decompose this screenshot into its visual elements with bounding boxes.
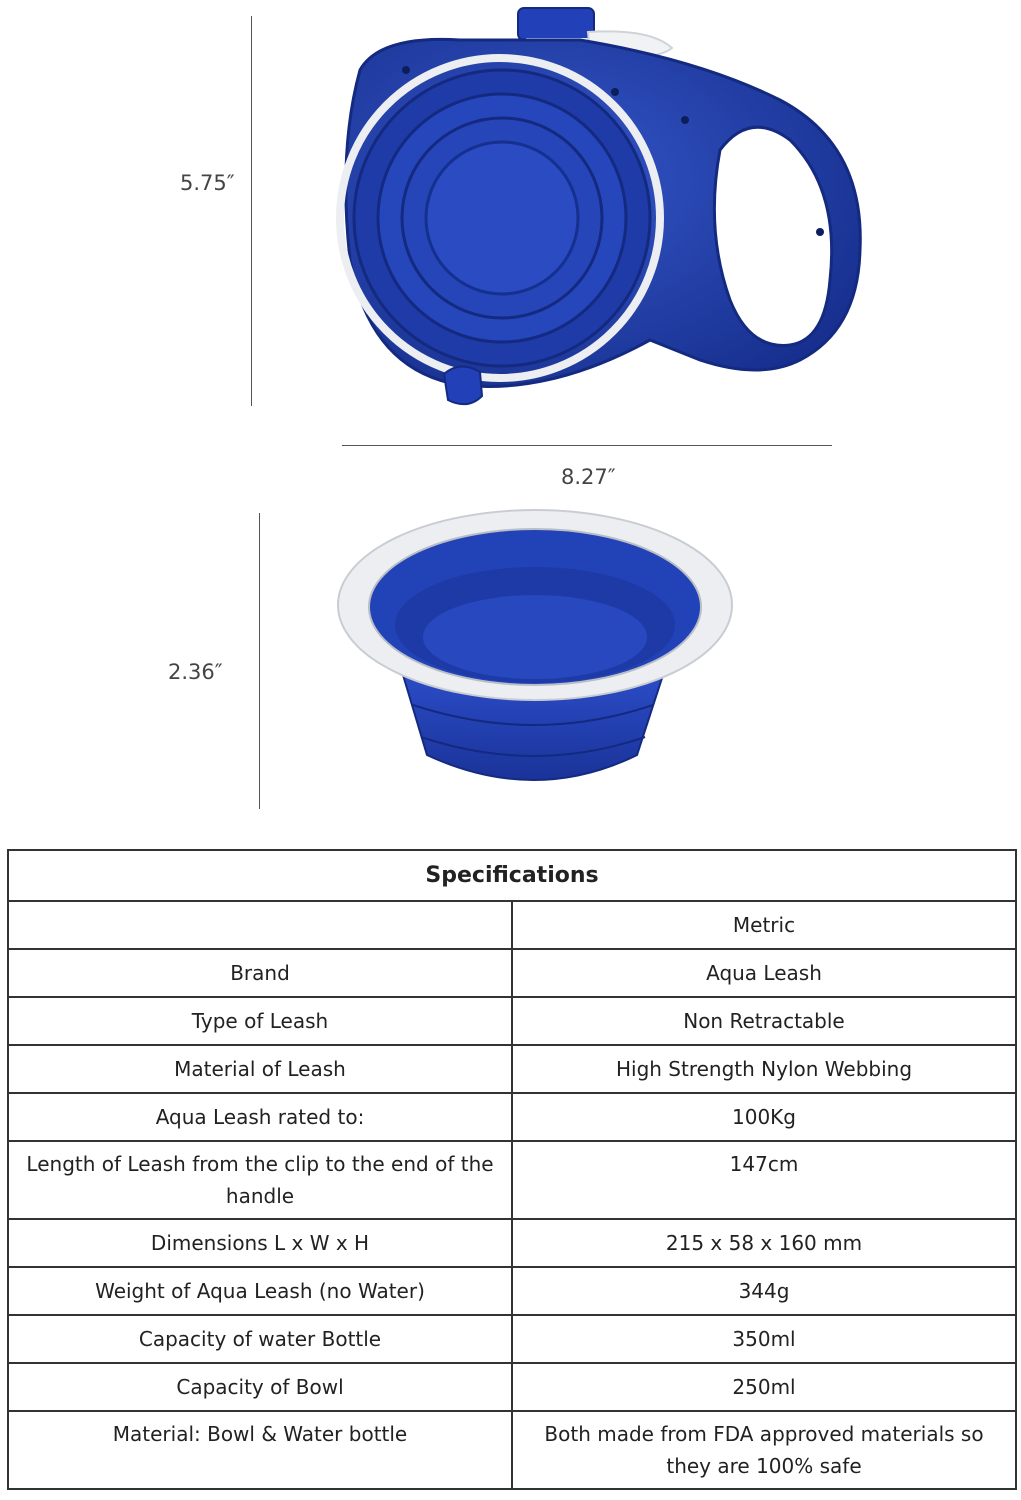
row-value: 215 x 58 x 160 mm <box>512 1219 1016 1267</box>
row-label: Length of Leash from the clip to the end of the handle <box>8 1141 512 1219</box>
width-dimension-line <box>342 445 832 446</box>
table-row <box>8 1045 1016 1093</box>
height-dimension-line <box>251 16 252 406</box>
row-value: 147cm <box>512 1141 1016 1219</box>
row-label: Aqua Leash rated to: <box>8 1093 512 1141</box>
table-row <box>8 1141 1016 1219</box>
row-value: 344g <box>512 1267 1016 1315</box>
row-value: High Strength Nylon Webbing <box>512 1045 1016 1093</box>
table-row <box>8 1267 1016 1315</box>
table-row <box>8 949 1016 997</box>
row-value: Aqua Leash <box>512 949 1016 997</box>
specifications-title: Specifications <box>8 850 1016 901</box>
row-label: Material of Leash <box>8 1045 512 1093</box>
leash-product-image <box>320 0 880 420</box>
specifications-table <box>7 849 1017 1490</box>
row-label: Material: Bowl & Water bottle <box>8 1411 512 1489</box>
bowl-height-dimension-line <box>259 513 260 809</box>
row-label: Capacity of water Bottle <box>8 1315 512 1363</box>
row-label: Dimensions L x W x H <box>8 1219 512 1267</box>
height-label-leash: 5.75″ <box>180 171 235 195</box>
header-empty-cell <box>8 901 512 949</box>
row-value: 100Kg <box>512 1093 1016 1141</box>
row-value: 350ml <box>512 1315 1016 1363</box>
width-label-leash: 8.27″ <box>561 465 616 489</box>
row-value: Both made from FDA approved materials so they are 100% safe <box>512 1411 1016 1489</box>
table-row <box>8 1219 1016 1267</box>
row-value: Non Retractable <box>512 997 1016 1045</box>
row-value: 250ml <box>512 1363 1016 1411</box>
bowl-product-image <box>335 505 745 805</box>
row-label: Weight of Aqua Leash (no Water) <box>8 1267 512 1315</box>
row-label: Brand <box>8 949 512 997</box>
header-metric: Metric <box>512 901 1016 949</box>
table-row <box>8 1411 1016 1489</box>
height-label-bowl: 2.36″ <box>168 660 223 684</box>
row-label: Capacity of Bowl <box>8 1363 512 1411</box>
table-row <box>8 1315 1016 1363</box>
table-row <box>8 997 1016 1045</box>
table-row <box>8 1363 1016 1411</box>
row-label: Type of Leash <box>8 997 512 1045</box>
table-row <box>8 1093 1016 1141</box>
